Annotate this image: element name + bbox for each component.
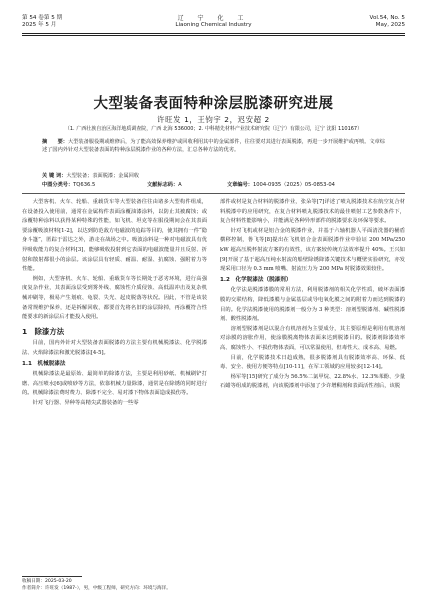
paragraph: 例如，大型客机、火车、轮船、重载货车等长期处于恶劣环境，进行高强度复杂作业，其表面涂层受到雾外线、腐蚀性介质侵蚀、高低温冲击及复杂机械冲刷等，极易产生划痕、龟裂、失光、起皮脱落等状况。因此，不管是该装备常规维护保养，还是拆解回收，都要首先将名旧的涂层除掉，再涂覆符合性能要求的新涂层后才能投入使用。 [22,275,207,321]
keywords-text: 大型装备；表面脱漆；金属回收 [66,173,140,179]
doc-label: 文献标志码： [147,182,179,188]
journal-name-cn: 辽 宁 化 工 [177,15,250,22]
paragraph: 大型客机、火车、轮船、重载货车等大型装备往往由诸多大型构件组成，在设备投入使用前，通常在金属构件表面涂覆油漆涂料，以防止其被腐蚀；或涂覆特种涂料以获得某种特殊的性能，如飞机、坦克等在服役期间会在其表面要涂覆吸波材料[1-2]，以达到防范敌方电磁波的追踪等目的，使其拥有一件“隐身斗篷”，匿踪于雷达之外，游走在战场之中。吸波涂料是一种对电磁波具有优异吸收能力的复合材料[3]，能够吸收投射到它表面的电磁波能量并且反射、折射和散射都很小的涂层。该涂层具有轻质、耐温、耐湿、抗腐蚀、强附着力等性能。 [22,199,207,273]
issue-date: 2025 年 5 月 [22,22,57,28]
article-title: 大型装备表面特种涂层脱漆研究进展 [93,96,334,112]
abstract-text: 大型装备服役期或维修后，为了能高效保养维护或回收利用其中的金属部件，往往要对其进行表面脱漆，再进一步开展维护或再喷。文章综述了国内外针对大型装备表面的特种涂层脱漆作业的各种方法，汇总各种方法的优劣。 [42,139,385,153]
clc-number [42,181,95,189]
journal-name-en: Liaoning Chemical Industry [175,22,252,28]
journal-name [22,15,405,29]
paragraph: 机械除漆法是最原始、最简单的除漆方法，主要是利用砂纸、机械刷铲打磨、高压喷水[6]或喷砂等方法，依靠机械力量除漆，通常是在除锈的同时进行的。机械除漆法费时费力、除漆不完全、易对漆下物体表面造成损伤等。 [22,371,207,397]
header-rule-thin [22,35,405,36]
abstract [42,138,385,154]
doc-value: A [178,182,182,188]
section-heading: 1 除漆方法 [22,326,65,336]
paragraph: 化学法是脱漆漆膜的常用方法，利用脱漆剂的相关化学性质，破坏表面漆膜的交联结构，降低漆膜与金属基层或导电氧化膜之间的附着力而达到脱漆的目的。化学法脱漆使用的脱漆剂一般分为 3 种类型：溶剂型脱漆剂、碱性脱漆剂、酸性脱漆剂。 [220,287,405,323]
id-label: 文章编号： [227,182,253,188]
keywords-label: 关 键 词： [42,173,67,179]
paragraph: 目前，国内外针对大型装备表面脱漆的方法主要有机械脱漆法、化学脱漆法、火焰除漆法和激光脱漆法[4-5]。 [22,340,207,356]
subsection-heading: 1.2 化学脱漆法（脱漆剂） [220,276,292,283]
article-affiliation: （1. 广西壮族自治区海洋地质调查院，广西 北海 536000；2. 中科精先材料产业技术研究院（辽宁）有限公司，辽宁 沈阳 110167） [64,126,363,132]
abstract-label: 摘 要： [42,139,68,145]
subsection-heading: 1.1 机械脱漆法 [22,360,66,367]
footnote [22,576,207,592]
keywords [42,172,385,180]
doc-code [147,181,182,189]
article-id [227,181,335,189]
issue-volume-en: Vol.54, No. 5 [369,15,405,21]
clc-label: 中图分类号： [42,182,74,188]
header-rule [22,33,405,34]
body-column-right [220,198,405,392]
received-date: 收稿日期：2025-03-20 [22,579,72,584]
author-bio: 作者简介：许旺发（1987-），男，中级工程师，研究方向：环境与海洋。 [22,585,171,591]
paragraph: 杨军等[15]研究了成分为 56.5%二氯甲烷、22.8%水、12.3%苯酚、少量石蜡等组成的脱漆剂，向该脱漆剂中添加了少许增稠剂和表面活性剂后，该脱 [220,373,405,390]
paragraph: 溶剂型脱漆剂是以混合有机溶剂为主要成分，其主要原理是利用有机溶剂对涂膜的溶胀作用，使涂膜脱离物体表面来达到脱漆目的。脱漆剂除漆效率高、腐蚀性小、不损伤物体表面，可以常温使用，但毒性大、成本高、易燃。 [220,325,405,351]
abstract-separator [22,193,405,194]
clc-value: TQ636.5 [73,182,96,188]
paragraph: 目前，化学脱漆技术日趋成熟，很多脱漆剂具有脱漆效率高、环保、低毒、安全、使用方便等特点[10-11]，在军工领域的应用较多[12-14]。 [220,354,405,371]
issue-info-en [370,15,405,29]
paragraph: 针对飞机或材是铝合金的脱漆作业，并基于六轴机器人平面清洗器的桶盾横移控制，鲁飞等[8]提出在飞机铝合金表面脱漆作业中验证 200 MPa/250 kW 超高压脱杯射流方案的有效性，该方案较传统方法效率提升 40%。王兴如[9]开展了基于超高压纯水射流的船壁除锈降漆关键技术与概壁实验研究，亦发现采用口径为 0.3 mm 喷嘴、射流压力为 200 MPa 时脱漆效果较佳。 [220,227,405,273]
body-column-left [22,198,207,408]
paragraph: 针对飞行器、异种等高精尖武器装备的一些零 [32,399,139,406]
issue-date-en: May, 2025 [375,22,405,28]
paragraph: 部件或材是复合材料的脱漆作业，张朵等[7]详述了喷丸脱漆技术在航空复合材料脱漆中的应用研究，在复合材料喷丸脱漆技术的最佳喷射工艺参数条件下，复合材料性能影响小，并能满足各种异形部件的脱漆要求及环保等要求。 [220,199,405,225]
article-authors: 许旺发 1，王钧宇 2，迟安超 2 [157,115,270,124]
footnote-rule [22,576,82,577]
id-value: 1004-0935（2025）05-0853-04 [252,182,335,188]
issue-volume: 第 54 卷第 5 期 [22,15,63,21]
